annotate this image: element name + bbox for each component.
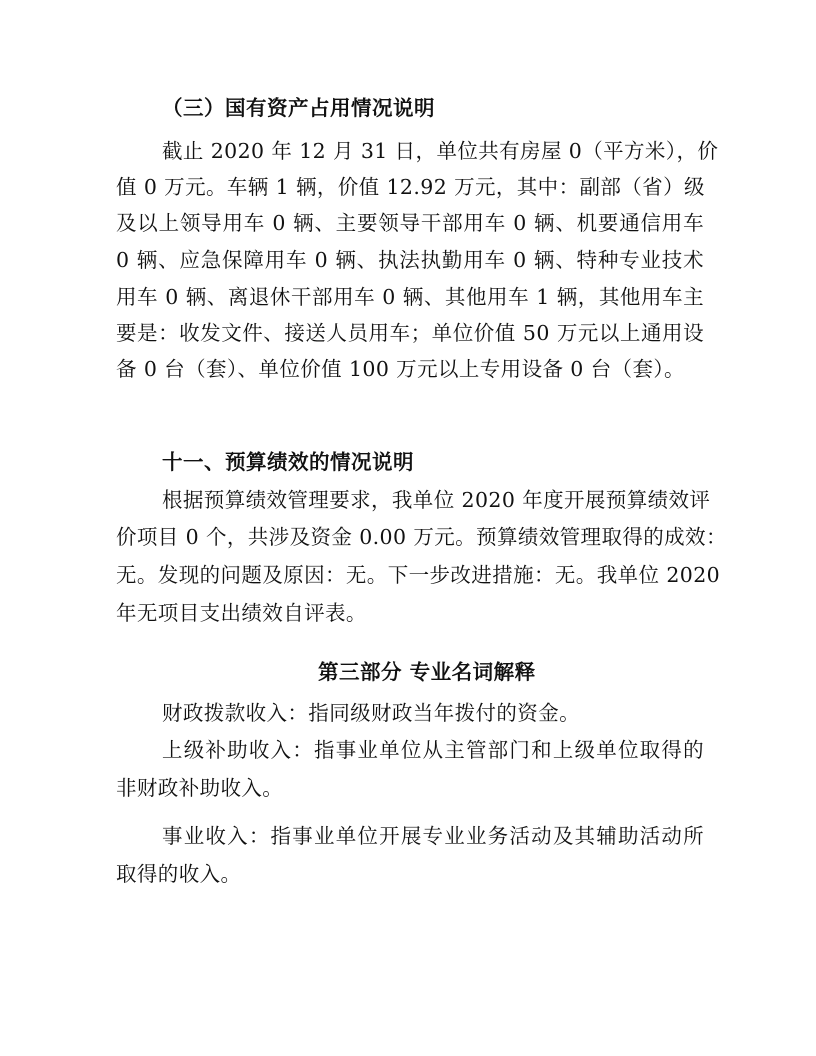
performance-heading: 十一、预算绩效的情况说明 <box>162 450 414 474</box>
part-three-heading: 第三部分 专业名词解释 <box>318 660 536 684</box>
assets-paragraph-line: 值 0 万元。车辆 1 辆，价值 12.92 万元，其中：副部（省）级 <box>116 175 705 199</box>
assets-paragraph-line: 及以上领导用车 0 辆、主要领导干部用车 0 辆、机要通信用车 <box>116 211 704 235</box>
assets-heading: （三）国有资产占用情况说明 <box>162 96 435 120</box>
definition-line: 上级补助收入：指事业单位从主管部门和上级单位取得的 <box>162 738 704 762</box>
assets-paragraph-line: 截止 2020 年 12 月 31 日，单位共有房屋 0（平方米），价 <box>162 139 719 163</box>
performance-paragraph-line: 价项目 0 个，共涉及资金 0.00 万元。预算绩效管理取得的成效： <box>116 525 727 549</box>
performance-paragraph-line: 无。发现的问题及原因：无。下一步改进措施：无。我单位 2020 <box>116 563 721 587</box>
assets-paragraph-line: 要是：收发文件、接送人员用车；单位价值 50 万元以上通用设 <box>116 321 704 345</box>
assets-paragraph-line: 0 辆、应急保障用车 0 辆、执法执勤用车 0 辆、特种专业技术 <box>116 248 704 272</box>
performance-paragraph-line: 根据预算绩效管理要求，我单位 2020 年度开展预算绩效评 <box>162 488 711 512</box>
definition-line: 财政拨款收入：指同级财政当年拨付的资金。 <box>162 701 580 725</box>
assets-paragraph-line: 备 0 台（套）、单位价值 100 万元以上专用设备 0 台（套）。 <box>116 357 685 381</box>
definition-line: 取得的收入。 <box>116 862 242 886</box>
assets-paragraph-line: 用车 0 辆、离退休干部用车 0 辆、其他用车 1 辆，其他用车主 <box>116 285 704 309</box>
definition-line: 事业收入：指事业单位开展专业业务活动及其辅助活动所 <box>162 824 704 848</box>
performance-paragraph-line: 年无项目支出绩效自评表。 <box>116 601 367 625</box>
definition-line: 非财政补助收入。 <box>116 776 284 800</box>
